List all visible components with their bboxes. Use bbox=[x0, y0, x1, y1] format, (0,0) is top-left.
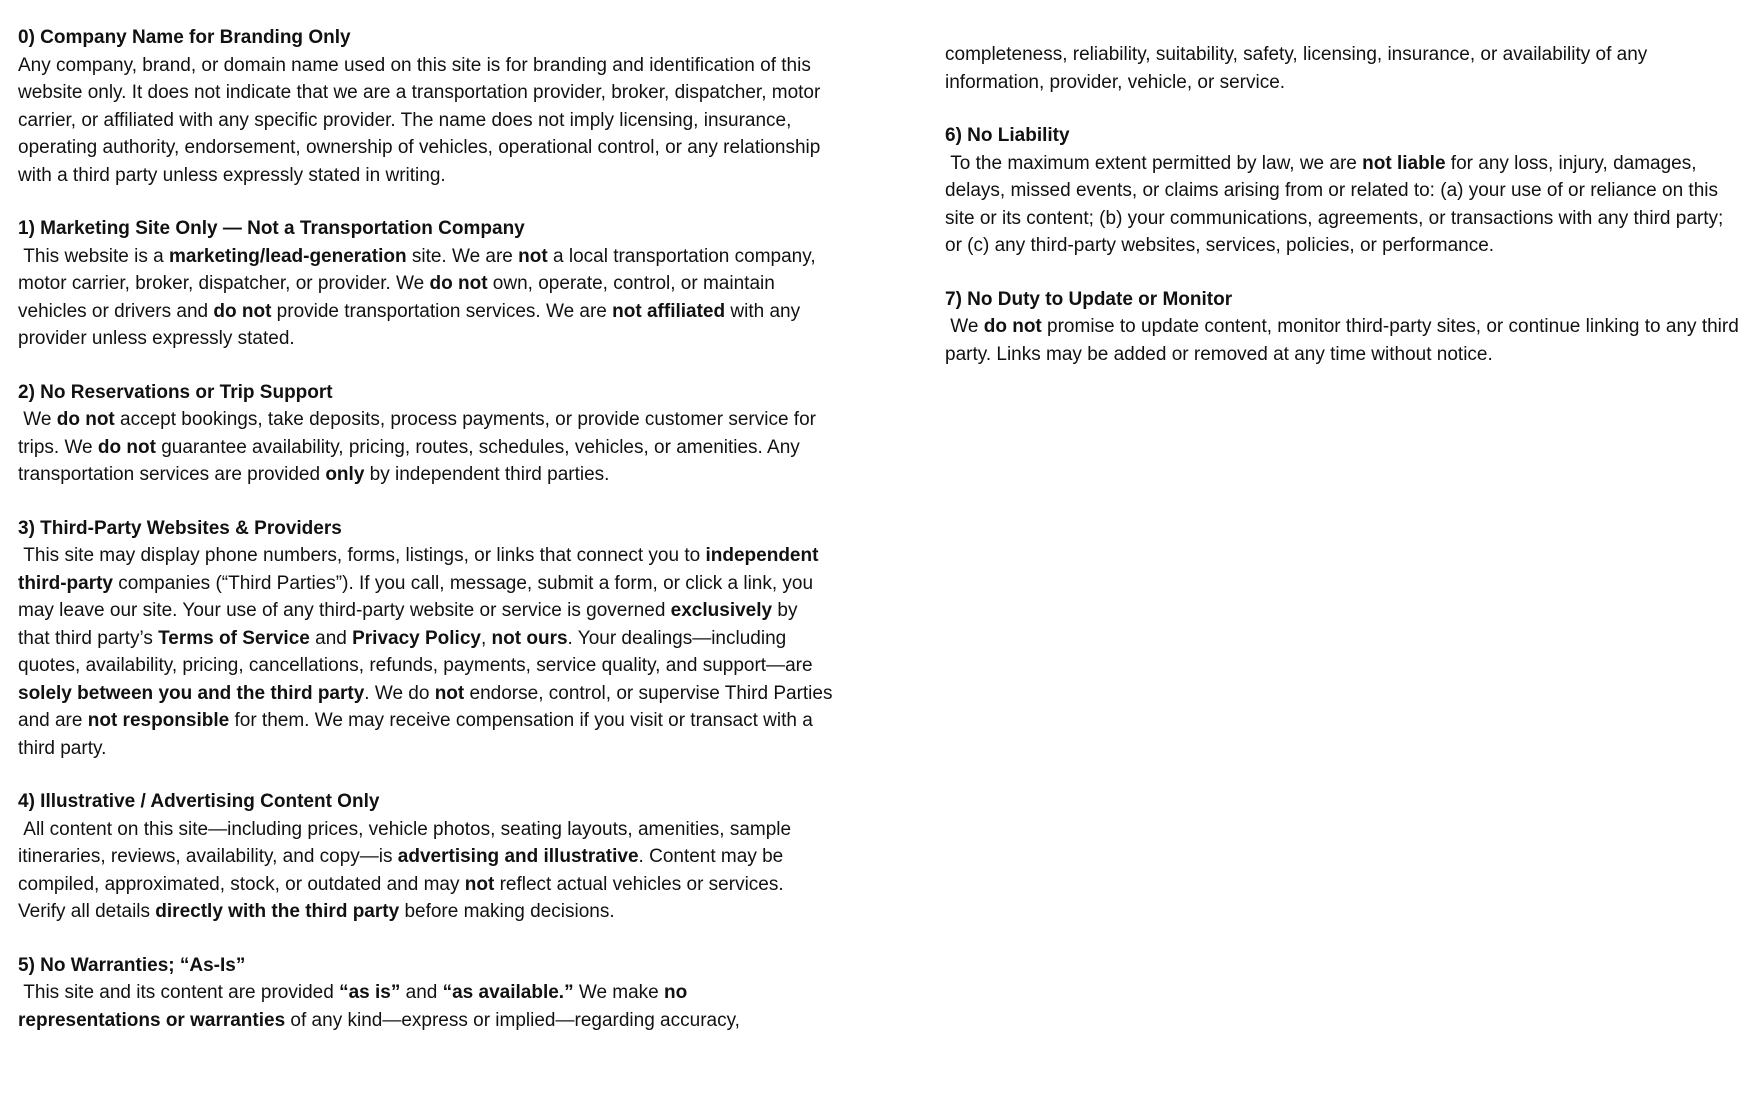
bold-text-run: not ours bbox=[491, 627, 568, 649]
text-run: of any kind—express or implied—regarding accuracy, bbox=[285, 1009, 740, 1031]
disclaimer-section bbox=[18, 952, 833, 1035]
text-run: To the maximum extent permitted by law, we are bbox=[945, 152, 1363, 174]
section-body bbox=[18, 243, 833, 353]
bold-text-run: marketing/lead-generation bbox=[169, 245, 407, 267]
disclaimer-section bbox=[18, 788, 833, 926]
bold-text-run: “as is” bbox=[339, 982, 401, 1003]
section-body bbox=[18, 979, 833, 1034]
bold-text-run: not affiliated bbox=[612, 300, 726, 322]
text-run: by independent third parties. bbox=[364, 464, 610, 485]
text-run: own, operate, control, or maintain vehicles or drivers and bbox=[18, 273, 781, 322]
bold-text-run: independent third-party bbox=[18, 545, 824, 594]
text-run: for any loss, injury, damages, delays, missed events, or claims arising from or related to: (a) your use of or reliance on this site or its content; (b) your communications, agreements, or transactions with any third party; or (c) any third-party websites, services, policies, or performance. bbox=[945, 152, 1729, 256]
text-run: . We do bbox=[364, 682, 435, 704]
text-run: provide transportation services. We are bbox=[271, 300, 613, 322]
section-heading: 6) No Liability bbox=[945, 125, 1070, 146]
disclaimer-section bbox=[945, 286, 1745, 369]
text-run: This site and its content are provided bbox=[18, 982, 340, 1003]
text-run: and bbox=[400, 982, 443, 1003]
section-heading: 0) Company Name for Branding Only bbox=[18, 27, 351, 48]
section-body bbox=[945, 150, 1745, 260]
text-run: This site may display phone numbers, forms, listings, or links that connect you to bbox=[18, 545, 706, 566]
text-run: This website is a bbox=[18, 245, 170, 267]
disclaimer-section bbox=[945, 41, 1745, 96]
section-heading: 5) No Warranties; “As-Is” bbox=[18, 954, 246, 976]
text-run: by that third party’s bbox=[18, 600, 803, 649]
section-heading: 4) Illustrative / Advertising Content Only bbox=[18, 791, 380, 812]
section-body bbox=[945, 313, 1745, 368]
bold-text-run: not bbox=[464, 873, 495, 895]
bold-text-run: not responsible bbox=[87, 710, 230, 731]
section-body bbox=[18, 52, 833, 190]
bold-text-run: advertising and illustrative bbox=[397, 846, 639, 867]
bold-text-run: not bbox=[434, 682, 465, 704]
section-heading: 1) Marketing Site Only — Not a Transportation Company bbox=[18, 218, 525, 239]
text-run: , bbox=[480, 627, 492, 649]
bold-text-run: no representations or warranties bbox=[18, 982, 693, 1031]
bold-text-run: do not bbox=[213, 300, 272, 322]
bold-text-run: not liable bbox=[1362, 152, 1446, 174]
disclaimer-section bbox=[18, 515, 838, 763]
text-run: . Content may be compiled, approximated, stock, or outdated and may bbox=[18, 846, 789, 895]
text-run: . Your dealings—including quotes, availability, pricing, cancellations, refunds, payments, service quality, and support—are bbox=[18, 627, 818, 676]
section-heading: 2) No Reservations or Trip Support bbox=[18, 381, 333, 403]
text-run: with any provider unless expressly stated. bbox=[18, 300, 806, 349]
bold-text-run: do not bbox=[97, 436, 156, 458]
text-run: guarantee availability, pricing, routes, schedules, vehicles, or amenities. Any transportation services are provided bbox=[18, 436, 806, 485]
bold-text-run: Privacy Policy bbox=[352, 627, 481, 649]
text-run: reflect actual vehicles or services. Verify all details bbox=[18, 873, 789, 922]
section-body bbox=[18, 816, 833, 926]
text-run: Any company, brand, or domain name used on this site is for branding and identification of this website only. It does not indicate that we are a transportation provider, broker, dispatcher, motor carrier, or affiliated with any specific provider. The name does not imply licensing, insurance, operating authority, endorsement, ownership of vehicles, operational control, or any relationship with a third party unless expressly stated in writing. bbox=[18, 54, 826, 186]
bold-text-run: do not bbox=[429, 273, 488, 294]
text-run: completeness, reliability, suitability, safety, licensing, insurance, or availability of any information, provider, vehicle, or service. bbox=[945, 44, 1653, 93]
bold-text-run: “as available.” bbox=[442, 982, 574, 1003]
text-run: We make bbox=[573, 982, 665, 1003]
column-right bbox=[945, 24, 1745, 1060]
section-body bbox=[18, 406, 833, 489]
text-run: promise to update content, monitor third-party sites, or continue linking to any third party. Links may be added or removed at any time without notice. bbox=[945, 316, 1745, 365]
disclaimer-section bbox=[18, 24, 833, 189]
text-run: All content on this site—including prices, vehicle photos, seating layouts, amenities, sample itineraries, reviews, availability, and copy—is bbox=[18, 818, 797, 867]
bold-text-run: solely between you and the third party bbox=[18, 682, 365, 704]
bold-text-run: do not bbox=[56, 409, 115, 430]
text-run: before making decisions. bbox=[399, 901, 615, 922]
section-heading: 3) Third-Party Websites & Providers bbox=[18, 517, 342, 539]
text-run: and bbox=[309, 627, 353, 649]
bold-text-run: not bbox=[518, 245, 548, 267]
disclaimer-section bbox=[18, 215, 833, 353]
bold-text-run: directly with the third party bbox=[155, 901, 400, 922]
bold-text-run: only bbox=[325, 464, 365, 485]
disclaimer-section bbox=[18, 379, 833, 489]
text-run: site. We are bbox=[406, 245, 519, 267]
disclaimer-section bbox=[945, 122, 1745, 260]
bold-text-run: Terms of Service bbox=[158, 627, 310, 649]
text-run: We bbox=[945, 316, 984, 337]
section-body bbox=[18, 542, 838, 762]
column-left bbox=[18, 24, 838, 1060]
text-run: a local transportation company, motor carrier, broker, dispatcher, or provider. We bbox=[18, 245, 821, 294]
text-run: companies (“Third Parties”). If you call, message, submit a form, or click a link, you may leave our site. Your use of any third-party website or service is governed bbox=[18, 572, 819, 621]
bold-text-run: exclusively bbox=[670, 600, 773, 621]
text-run: endorse, control, or supervise Third Parties and are bbox=[18, 682, 838, 731]
text-run: We bbox=[18, 409, 57, 430]
section-heading: 7) No Duty to Update or Monitor bbox=[945, 288, 1233, 310]
section-body bbox=[945, 41, 1745, 96]
text-run: accept bookings, take deposits, process payments, or provide customer service for trips. We bbox=[18, 409, 822, 458]
bold-text-run: do not bbox=[983, 316, 1042, 337]
text-run: for them. We may receive compensation if you visit or transact with a third party. bbox=[18, 710, 819, 759]
